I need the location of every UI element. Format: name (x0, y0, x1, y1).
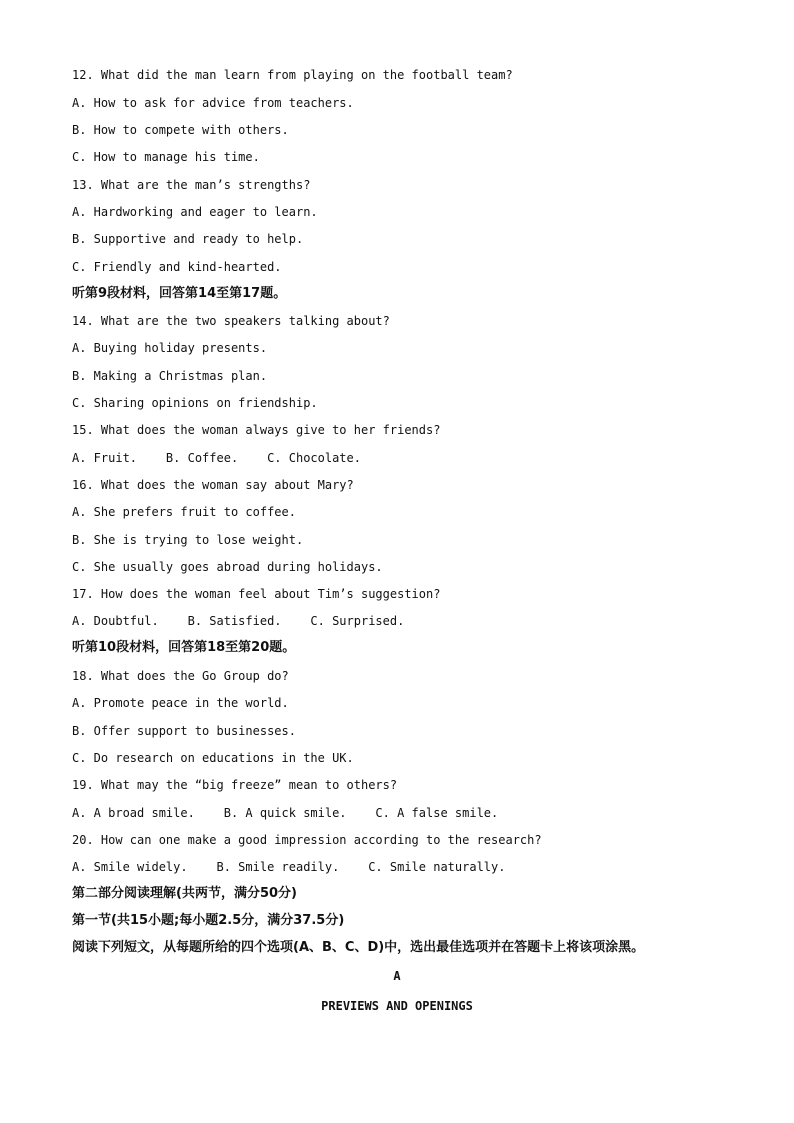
reading-instructions: 阅读下列短文，从每题所给的四个选项(A、B、C、D)中，选出最佳选项并在答题卡上将该项涂黑。 (72, 940, 645, 955)
option-12-c: C. How to manage his time. (72, 150, 260, 164)
option-16-c: C. She usually goes abroad during holidays. (72, 560, 383, 574)
question-15: 15. What does the woman always give to her friends? (72, 423, 441, 437)
option-14-b: B. Making a Christmas plan. (72, 369, 268, 383)
option-16-b: B. She is trying to lose weight. (72, 533, 304, 547)
options-17: A. Doubtful. B. Satisfied. C. Surprised. (72, 614, 405, 628)
question-14: 14. What are the two speakers talking about? (72, 314, 390, 328)
option-13-c: C. Friendly and kind-hearted. (72, 260, 282, 274)
option-16-a: A. She prefers fruit to coffee. (72, 505, 296, 519)
question-12: 12. What did the man learn from playing on the football team? (72, 68, 513, 82)
option-12-a: A. How to ask for advice from teachers. (72, 96, 354, 110)
part-two-heading: 第二部分阅读理解(共两节，满分50分) (72, 886, 297, 901)
options-15: A. Fruit. B. Coffee. C. Chocolate. (72, 451, 361, 465)
question-13: 13. What are the man’s strengths? (72, 178, 311, 192)
options-19: A. A broad smile. B. A quick smile. C. A false smile. (72, 806, 499, 820)
passage-letter: A (393, 969, 401, 983)
option-13-a: A. Hardworking and eager to learn. (72, 205, 318, 219)
question-18: 18. What does the Go Group do? (72, 669, 289, 683)
question-20: 20. How can one make a good impression according to the research? (72, 833, 542, 847)
question-19: 19. What may the “big freeze” mean to others? (72, 778, 398, 792)
option-12-b: B. How to compete with others. (72, 123, 289, 137)
option-14-c: C. Sharing opinions on friendship. (72, 396, 318, 410)
listening-section-9-heading: 听第9段材料，回答第14至第17题。 (72, 286, 287, 301)
options-20: A. Smile widely. B. Smile readily. C. Smile naturally. (72, 860, 506, 874)
option-18-c: C. Do research on educations in the UK. (72, 751, 354, 765)
passage-title: PREVIEWS AND OPENINGS (321, 999, 473, 1013)
option-18-a: A. Promote peace in the world. (72, 696, 289, 710)
section-one-heading: 第一节(共15小题;每小题2.5分，满分37.5分) (72, 913, 345, 928)
option-18-b: B. Offer support to businesses. (72, 724, 296, 738)
listening-section-10-heading: 听第10段材料，回答第18至第20题。 (72, 640, 296, 655)
option-14-a: A. Buying holiday presents. (72, 341, 268, 355)
option-13-b: B. Supportive and ready to help. (72, 232, 304, 246)
question-17: 17. How does the woman feel about Tim’s suggestion? (72, 587, 441, 601)
question-16: 16. What does the woman say about Mary? (72, 478, 354, 492)
